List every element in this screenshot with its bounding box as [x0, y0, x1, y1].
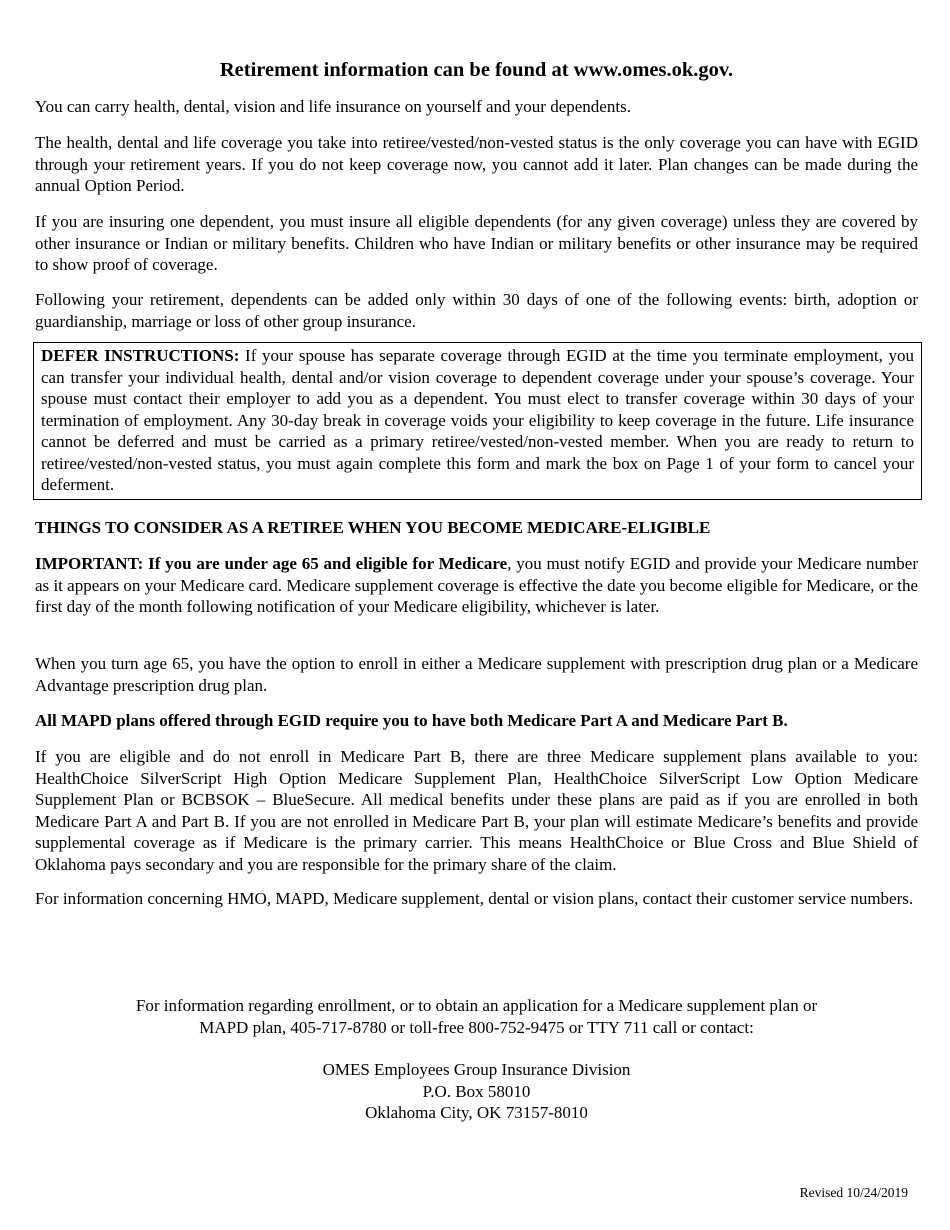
paragraph-adding-dependents: Following your retirement, dependents can be added only within 30 days of one of the following events: birth, adoption or guardianship, marriage or loss of other group insurance.: [35, 290, 918, 331]
address-po-box: P.O. Box 58010: [422, 1081, 531, 1101]
contact-info-block: [35, 995, 918, 1038]
paragraph-plan-contacts: For information concerning HMO, MAPD, Medicare supplement, dental or vision plans, contact their customer service numbers.: [35, 889, 914, 908]
paragraph-coverage-types: You can carry health, dental, vision and life insurance on yourself and your dependents.: [35, 97, 631, 116]
mailing-address: [35, 1059, 918, 1124]
defer-instructions-label: DEFER INSTRUCTIONS:: [41, 346, 240, 365]
contact-line-2: MAPD plan, 405-717-8780 or toll-free 800-752-9475 or TTY 711 call or contact:: [199, 1017, 754, 1037]
important-label: IMPORTANT: If you are under age 65 and eligible for Medicare: [35, 554, 508, 573]
address-org: OMES Employees Group Insurance Division: [322, 1060, 631, 1079]
page-title: Retirement information can be found at www.omes.ok.gov.: [219, 59, 734, 81]
paragraph-retirement-coverage: The health, dental and life coverage you take into retiree/vested/non-vested status is the only coverage you can have with EGID through your retirement years. If you do not keep coverage now, you cannot add it later. Plan changes can be made during the annual Option Period.: [35, 133, 918, 195]
defer-instructions-text: [41, 345, 914, 496]
important-body: , you must notify EGID and provide your Medicare number as it appears on your Medicare card. Medicare supplement coverage is effective the date you become eligible for Medicare, or the first day of the month following notification of your Medicare eligibility, whichever is later.: [35, 554, 918, 616]
revision-date: Revised 10/24/2019: [799, 1185, 908, 1200]
paragraph-part-b: If you are eligible and do not enroll in Medicare Part B, there are three Medicare supplement plans available to you: HealthChoice SilverScript High Option Medicare Supplement Plan, HealthChoice SilverScript Low Option Medicare Supplement Plan or BCBSOK – BlueSecure. All medical benefits under these plans are paid as if you are enrolled in both Medicare Part A and Part B. If you are not enrolled in Medicare Part B, your plan will estimate Medicare’s benefits and provide supplemental coverage as if Medicare is the primary carrier. This means HealthChoice or Blue Cross and Blue Shield of Oklahoma pays secondary and you are responsible for the primary share of the claim.: [35, 747, 918, 874]
contact-line-1: For information regarding enrollment, or to obtain an application for a Medicare supplement plan or: [135, 996, 818, 1015]
paragraph-dependents: If you are insuring one dependent, you must insure all eligible dependents (for any given coverage) unless they are covered by other insurance or Indian or military benefits. Children who have Indian or military benefits or other insurance may be required to show proof of coverage.: [35, 212, 918, 274]
address-city: Oklahoma City, OK 73157-8010: [365, 1103, 588, 1122]
paragraph-important-medicare: [35, 553, 918, 618]
paragraph-mapd-requirement: All MAPD plans offered through EGID require you to have both Medicare Part A and Medicare Part B.: [35, 711, 788, 730]
medicare-section-heading: THINGS TO CONSIDER AS A RETIREE WHEN YOU BECOME MEDICARE-ELIGIBLE: [35, 518, 711, 537]
defer-instructions-box: [33, 342, 922, 500]
defer-instructions-body: If your spouse has separate coverage through EGID at the time you terminate employment, you can transfer your individual health, dental and/or vision coverage to dependent coverage under your spouse’s coverage. Your spouse must contact their employer to add you as a dependent. You must elect to transfer coverage within 30 days of your termination of employment. Any 30-day break in coverage voids your eligibility to keep coverage in the future. Life insurance cannot be deferred and must be carried as a primary retiree/vested/non-vested member. When you are ready to return to retiree/vested/non-vested status, you must again complete this form and mark the box on Page 1 of your form to cancel your deferment.: [41, 346, 914, 494]
paragraph-age-65: When you turn age 65, you have the option to enroll in either a Medicare supplement with prescription drug plan or a Medicare Advantage prescription drug plan.: [35, 654, 918, 695]
